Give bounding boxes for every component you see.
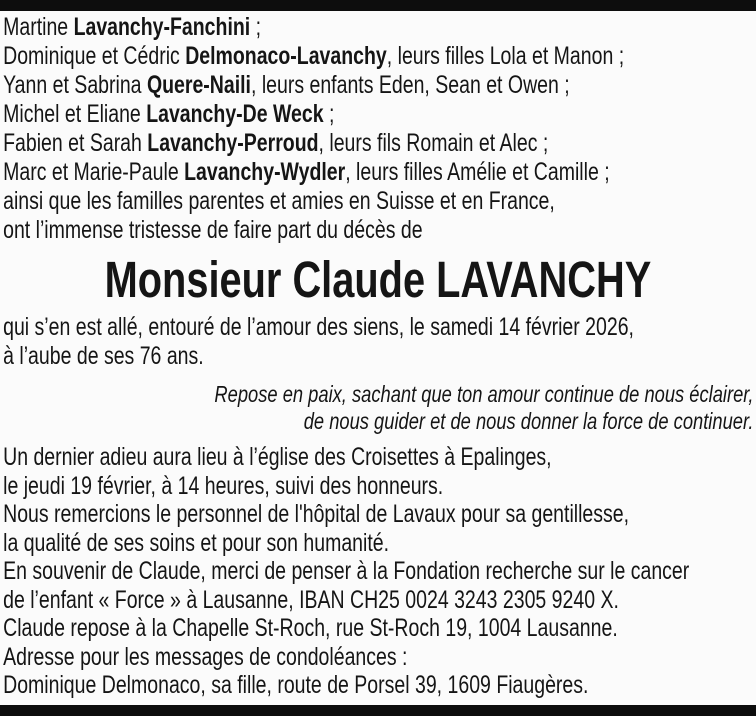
- family-line-text: Yann et Sabrina: [3, 71, 147, 99]
- family-name-bold: Quere-Naili: [146, 71, 251, 99]
- epitaph-line: de nous guider et de nous donner la force de continuer.: [303, 408, 754, 434]
- family-line-text: , leurs enfants Eden, Sean et Owen ;: [250, 71, 570, 99]
- death-line: qui s’en est allé, entouré de l’amour des siens, le samedi 14 février 2026,: [3, 313, 634, 341]
- top-border-rule: [0, 0, 756, 11]
- family-line: [3, 187, 756, 216]
- ceremony-details: [0, 443, 756, 700]
- family-name-bold: Lavanchy-Perroud: [147, 129, 319, 157]
- family-line-text: , leurs filles Lola et Manon ;: [386, 42, 625, 70]
- detail-line: En souvenir de Claude, merci de penser à la Fondation recherche sur le cancer: [3, 557, 690, 585]
- family-line-text: ainsi que les familles parentes et amies en Suisse et en France,: [3, 187, 555, 215]
- family-line-text: ;: [323, 100, 335, 128]
- family-line-text: , leurs fils Romain et Alec ;: [318, 129, 549, 157]
- family-line-text: ont l’immense tristesse de faire part du décès de: [3, 216, 423, 244]
- family-line: [3, 100, 756, 129]
- obituary-notice: [0, 11, 756, 700]
- detail-line: Adresse pour les messages de condoléances :: [3, 642, 408, 671]
- detail-line: Dominique Delmonaco, sa fille, route de Porsel 39, 1609 Fiaugères.: [3, 671, 589, 699]
- family-line: [3, 42, 756, 71]
- death-line: à l’aube de ses 76 ans.: [3, 342, 204, 370]
- family-name-bold: Delmonaco-Lavanchy: [185, 42, 387, 70]
- family-list: [0, 13, 756, 245]
- family-line: [3, 71, 756, 100]
- family-line-text: ;: [250, 13, 262, 41]
- detail-line: la qualité de ses soins et pour son humanité.: [3, 528, 390, 557]
- epitaph-quote: [0, 381, 756, 435]
- family-line-text: Marc et Marie-Paule: [3, 158, 185, 186]
- detail-line: Un dernier adieu aura lieu à l’église des Croisettes à Epalinges,: [3, 443, 552, 471]
- family-line: [3, 13, 756, 42]
- bottom-border-rule: [0, 705, 756, 716]
- death-announcement: [0, 313, 756, 371]
- family-name-bold: Lavanchy-De Weck: [146, 100, 324, 128]
- family-name-bold: Lavanchy-Wydler: [184, 158, 346, 186]
- detail-line: le jeudi 19 février, à 14 heures, suivi des honneurs.: [3, 471, 444, 500]
- family-line-text: Martine: [3, 13, 74, 41]
- family-line: [3, 158, 756, 187]
- epitaph-line: Repose en paix, sachant que ton amour continue de nous éclairer,: [214, 381, 754, 407]
- family-name-bold: Lavanchy-Fanchini: [73, 13, 251, 41]
- family-line-text: Fabien et Sarah: [3, 129, 148, 157]
- family-line-text: Dominique et Cédric: [3, 42, 186, 70]
- deceased-name-title: Monsieur Claude LAVANCHY: [104, 251, 652, 308]
- detail-line: de l’enfant « Force » à Lausanne, IBAN CH25 0024 3243 2305 9240 X.: [3, 585, 619, 614]
- family-line-text: , leurs filles Amélie et Camille ;: [345, 158, 610, 186]
- family-line-text: Michel et Eliane: [3, 100, 147, 128]
- family-line: [3, 216, 756, 245]
- detail-line: Nous remercions le personnel de l'hôpital de Lavaux pour sa gentillesse,: [3, 500, 630, 528]
- family-line: [3, 129, 756, 158]
- detail-line: Claude repose à la Chapelle St-Roch, rue St-Roch 19, 1004 Lausanne.: [3, 614, 618, 642]
